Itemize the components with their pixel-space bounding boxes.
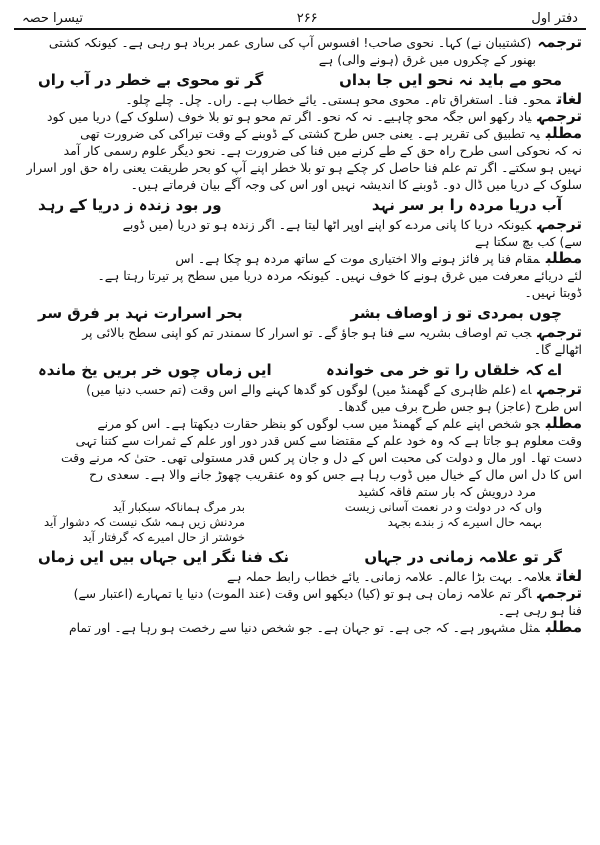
meaning-block-2 <box>18 250 582 301</box>
glossary-label: لغات <box>556 91 582 108</box>
translation-block-1 <box>18 34 582 68</box>
translation-block-6 <box>18 585 582 619</box>
translation-block-5 <box>18 381 582 415</box>
text-line: مقام فنا پر فائز ہونے والا اختیاری موت کے ساتھ مردہ ہو چکا ہے۔ اس <box>175 251 540 266</box>
translation-label: ترجمہ <box>537 585 582 602</box>
meaning-block-4 <box>18 415 582 500</box>
text-line: نہیں ہو سکتے۔ اگر تم علم فنا حاصل کر چکے ہو تو بلا خطر اپنے آپ کو بحر طریقت یعنی راہ حق اور اسرار <box>26 160 582 175</box>
couplet-line: بدر مرگ ہماناکہ سبکبار آید <box>112 500 245 514</box>
meaning-block-5 <box>18 619 582 636</box>
meaning-label: مطلب <box>545 125 582 142</box>
text-line: اٹھالے گا۔ <box>533 342 582 357</box>
translation-label: ترجمہ <box>537 108 582 125</box>
text-line: یاد رکھو اس جگہ محو چاہیے۔ نہ کہ نحو۔ اگر تم محو ہو تو بلا خوف (سلوک کے) دریا میں کود <box>46 109 532 124</box>
meaning-label: مطلب <box>545 619 582 636</box>
text-line: (کشتیبان نے) کہا۔ نحوی صاحب! افسوس آپ کی ساری عمر برباد ہو رہی ہے۔ کیونکہ کشتی <box>48 35 532 50</box>
text-line: لئے دریائے معرفت میں غرق ہونے کا خوف نہیں۔ کیونکہ مردہ دریا میں سطح پر تیرتا رہتا ہے۔ <box>97 268 582 283</box>
text-line: مرد درویش کہ بار ستم فاقہ کشید <box>357 484 536 499</box>
text-line: سلوک کے دریا میں ڈال دو۔ ڈوبنے کا اندیشہ نہیں اور اس کی وجہ آگے بیان فرماتے ہیں۔ <box>130 177 582 192</box>
translation-block-4 <box>18 324 582 358</box>
text-line: محو۔ فنا۔ استغراق تام۔ محوی محو ہستی۔ یائے خطاب ہے۔ راں۔ چل۔ چلے چلو۔ <box>125 92 551 107</box>
glossary-label: لغات <box>556 568 582 585</box>
verse-hemistich-left: گر تو محوی بے خطر در آب راں <box>38 71 264 89</box>
couplet-line: واں کہ در دولت و در نعمت آسانی زیست <box>344 500 542 514</box>
text-line: نہ کہ نحوکی اسی طرح راہ حق کے طے کرنے میں فنا کی ضرورت ہے۔ نحو دیگر علوم رسمی کار آمد <box>63 143 582 158</box>
text-line: جب تم اوصاف بشریہ سے فنا ہو جاؤ گے۔ تو اسرار کا سمندر تم کو اپنی سطح بالائی پر <box>82 325 532 340</box>
text-line: فنا ہو رہی ہے۔ <box>497 603 582 618</box>
glossary-block-5 <box>18 568 582 585</box>
couplet-line: مردنش زیں ہمہ شک نیست کہ دشوار آید <box>44 515 245 529</box>
verse-couplet <box>18 545 582 568</box>
glossary-block-1 <box>18 91 582 108</box>
verse-couplet <box>18 358 582 381</box>
translation-label: ترجمہ <box>537 324 582 341</box>
text-line: علامہ۔ بہت بڑا عالم۔ علامہ زمانی۔ یائے خطاب رابط حملہ ہے <box>227 569 551 584</box>
text-line: اے (علم ظاہری کے گھمنڈ میں) لوگوں کو گدھا کہنے والے اس وقت (تم حسب دنیا میں) <box>86 382 532 397</box>
verse-hemistich-left: بحر اسرارت نہد بر فرق سر <box>38 304 243 322</box>
page-header <box>14 4 586 30</box>
text-line: سے) کب بچ سکتا ہے <box>474 234 582 249</box>
text-line: اگر تم علامہ زمان ہی ہو تو (کیا) دیکھو اس وقت (عند الموت) دنیا یا تمہارے (اعتبار سے) <box>73 586 532 601</box>
persian-couplets <box>18 500 582 545</box>
verse-hemistich-left: نک فنا نگر ایں جہاں بیں ایں زماں <box>38 548 290 566</box>
translation-label: ترجمہ <box>537 216 582 233</box>
verse-couplet <box>18 68 582 91</box>
verse-hemistich-left: ور بود زندہ ز دریا کے رہد <box>38 196 222 214</box>
text-line: وقت معلوم ہو جاتا ہے کہ وہ خود علم کے مقتضا سے کس قدر دور اور علم کے ثمرات سے کتنا تہی <box>75 433 582 448</box>
translation-label: ترجمہ <box>537 34 582 51</box>
translation-block-2 <box>18 108 582 193</box>
verse-hemistich-right: گر تو علامہ زمانی در جہاں <box>364 548 562 566</box>
translation-block-3 <box>18 216 582 250</box>
couplet-line: خوشتر از حال امیرے کہ گرفتار آید <box>82 530 245 544</box>
verse-couplet <box>18 193 582 216</box>
part-title: تیسرا حصہ <box>22 11 83 26</box>
text-line: یہ تطبیق کی تقریر ہے۔ یعنی جس طرح کشتی کے ڈوبنے کے وقت تیراکی کی ضرورت تھی <box>80 126 540 141</box>
text-line: کیونکہ دریا کا پانی مردے کو اپنے اوپر اٹھا لیتا ہے۔ اگر زندہ ہو تو دریا (میں ڈوبے <box>122 217 532 232</box>
text-line: اس کا دل اس مال کے خیال میں ڈوب رہا ہے جس کو وہ عنقریب چھوڑ جانے والا ہے۔ سعدی رح <box>89 467 582 482</box>
verse-hemistich-right: چوں بمردی تو ز اوصاف بشر <box>350 304 562 322</box>
page-number: ۲۶۶ <box>296 11 318 26</box>
page-body <box>14 30 586 636</box>
verse-hemistich-right: آب دریا مردہ را بر سر نہد <box>371 196 562 214</box>
verse-couplet <box>18 301 582 324</box>
book-volume-title: دفتر اول <box>531 11 578 26</box>
verse-hemistich-left: ایں زماں چوں خر بریں یخ ماندہ <box>38 361 272 379</box>
text-line: دست تھا۔ اور مال و دولت کی محبت اس کے دل و جان پر کس قدر مستولی تھی۔ حتیٰ کہ مرنے وقت <box>61 450 582 465</box>
couplet-line: بہمہ حال اسیرے کہ ز بندے بجہد <box>387 515 542 529</box>
text-line: ڈوبتا نہیں۔ <box>524 285 582 300</box>
meaning-label: مطلب <box>545 415 582 432</box>
text-line: بھنور کے چکروں میں غرق (ہونے والی) ہے <box>318 52 536 67</box>
text-line: جو شخص اپنے علم کے گھمنڈ میں سب لوگوں کو بنظر حقارت دیکھتا ہے۔ اس کو مرنے <box>97 416 540 431</box>
meaning-label: مطلب <box>545 250 582 267</box>
couplet-line <box>303 530 542 545</box>
verse-hemistich-right: محو مے باید نہ نحو ایں جا بداں <box>339 71 562 89</box>
verse-hemistich-right: اے کہ خلقاں را تو خر می خواندہ <box>325 361 562 379</box>
text-line: مثل مشہور ہے۔ کہ جی ہے۔ تو جہان ہے۔ جو شخص دنیا سے رخصت ہو رہا ہے۔ اور تمام <box>68 620 540 635</box>
translation-label: ترجمہ <box>537 381 582 398</box>
text-line: اس طرح (عاجز) ہو جس طرح برف میں گدھا۔ <box>337 399 582 414</box>
